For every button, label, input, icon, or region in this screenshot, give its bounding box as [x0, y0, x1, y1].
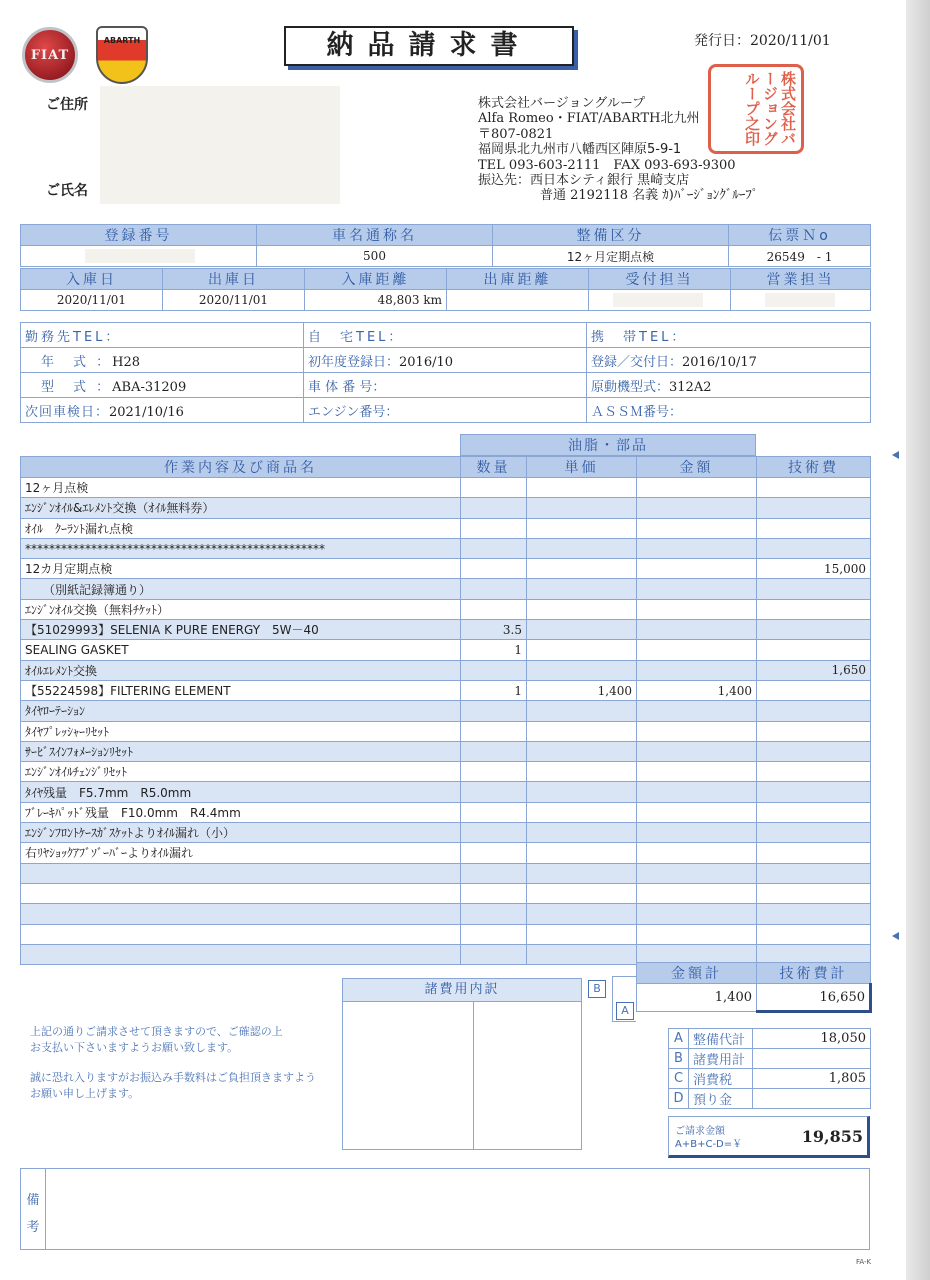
subtotals-table: [636, 962, 872, 1013]
table-row: [21, 620, 871, 640]
item-description: **************************************************: [21, 538, 461, 558]
margin-marker-bottom: [892, 932, 899, 940]
item-labor: [757, 538, 871, 558]
item-labor: [757, 721, 871, 741]
next-inspection-label: 次回車検日：: [25, 404, 110, 420]
item-unit-price: [527, 478, 637, 498]
mobile-tel-cell: [587, 323, 871, 348]
item-unit-price: [527, 518, 637, 538]
home-tel-label: 自 宅TEL：: [308, 329, 405, 345]
company-tel-fax: TEL 093-603-2111 FAX 093-693-9300: [478, 157, 736, 173]
misc-breakdown-box: [342, 978, 582, 1150]
item-labor: [757, 478, 871, 498]
item-qty: [461, 741, 527, 761]
table-row: [21, 802, 871, 822]
item-description: ｵｲﾙ ｸｰﾗﾝﾄ漏れ点検: [21, 518, 461, 538]
reg-no-value: [21, 246, 257, 267]
item-labor: [757, 599, 871, 619]
summary-key: B: [669, 1049, 689, 1069]
item-unit-price: [527, 498, 637, 518]
item-unit-price: [527, 559, 637, 579]
table-row: [21, 640, 871, 660]
abarth-logo: [96, 26, 148, 84]
item-amount: [637, 599, 757, 619]
item-unit-price: [527, 944, 637, 964]
reg-delivery-label: 登録／交付日：: [591, 354, 683, 370]
item-amount: [637, 883, 757, 903]
work-tel-label: 勤務先TEL：: [25, 329, 122, 345]
issue-date-label: 発行日：: [694, 33, 750, 49]
item-qty: 1: [461, 680, 527, 700]
engine-model-label: 原動機型式：: [591, 379, 670, 395]
work-tel-cell: [21, 323, 304, 348]
table-row: [21, 883, 871, 903]
table-row: [21, 498, 871, 518]
item-qty: [461, 883, 527, 903]
h-unit-price: 単価: [527, 457, 637, 478]
first-reg-label: 初年度登録日：: [308, 354, 400, 370]
item-description: [21, 944, 461, 964]
summary-label: 整備代計: [689, 1029, 753, 1049]
item-amount: [637, 660, 757, 680]
table-row: [21, 721, 871, 741]
h-sales: 営業担当: [731, 269, 871, 290]
next-inspection-value: 2021/10/16: [109, 404, 184, 420]
document-title: 納品請求書: [284, 26, 574, 66]
table-row: [21, 599, 871, 619]
summary-row: [669, 1069, 871, 1089]
item-description: [21, 883, 461, 903]
item-qty: [461, 599, 527, 619]
name-redacted: [100, 172, 340, 204]
table-row: [21, 904, 871, 924]
engine-model-cell: [587, 373, 871, 398]
assm-label: ＡＳＳＭ番号：: [591, 404, 683, 420]
table-row: [21, 579, 871, 599]
item-amount: [637, 620, 757, 640]
item-labor: [757, 843, 871, 863]
item-unit-price: [527, 538, 637, 558]
items-body: [21, 478, 871, 965]
item-description: [21, 924, 461, 944]
company-postal: 〒807-0821: [478, 126, 554, 142]
item-unit-price: [527, 843, 637, 863]
item-description: 12ヶ月点検: [21, 478, 461, 498]
item-amount: [637, 538, 757, 558]
item-amount: [637, 762, 757, 782]
issue-date-value: 2020/11/01: [750, 33, 831, 49]
item-qty: [461, 843, 527, 863]
item-labor: [757, 640, 871, 660]
table-row: [21, 680, 871, 700]
item-amount: [637, 579, 757, 599]
b-tag: B: [588, 980, 606, 998]
table-row: [21, 924, 871, 944]
first-reg-value: 2016/10: [399, 354, 454, 370]
item-qty: [461, 782, 527, 802]
out-date-value: 2020/11/01: [163, 290, 305, 311]
item-qty: [461, 944, 527, 964]
summary-row: [669, 1089, 871, 1109]
reception-value: [589, 290, 731, 311]
home-tel-cell: [304, 323, 587, 348]
item-qty: 3.5: [461, 620, 527, 640]
item-labor: 15,000: [757, 559, 871, 579]
slip-no-value: 26549 - 1: [729, 246, 871, 267]
h-in-date: 入庫日: [21, 269, 163, 290]
item-description: ｴﾝｼﾞﾝｵｲﾙ&ｴﾚﾒﾝﾄ交換（ｵｲﾙ無料券）: [21, 498, 461, 518]
item-amount: [637, 823, 757, 843]
item-description: ﾀｲﾔﾌﾟﾚｯｼｬｰﾘｾｯﾄ: [21, 721, 461, 741]
item-unit-price: [527, 579, 637, 599]
customer-info-table: [20, 322, 871, 423]
dates-table: [20, 268, 871, 311]
next-inspection-cell: [21, 398, 304, 423]
totals-bracket: [612, 976, 636, 1022]
item-unit-price: [527, 823, 637, 843]
item-labor: [757, 904, 871, 924]
item-unit-price: [527, 640, 637, 660]
item-labor: [757, 802, 871, 822]
item-qty: [461, 823, 527, 843]
summary-key: A: [669, 1029, 689, 1049]
item-unit-price: [527, 660, 637, 680]
summary-row: [669, 1049, 871, 1069]
item-description: ｴﾝｼﾞﾝｵｲﾙ交換（無料ﾁｹｯﾄ）: [21, 599, 461, 619]
year-cell: [21, 348, 304, 373]
reg-delivery-value: 2016/10/17: [682, 354, 757, 370]
item-amount: [637, 518, 757, 538]
item-description: ｻｰﾋﾞｽｲﾝﾌｫﾒｰｼｮﾝﾘｾｯﾄ: [21, 741, 461, 761]
summary-label: 消費税: [689, 1069, 753, 1089]
misc-breakdown-label: 諸費用内訳: [343, 979, 581, 1002]
note-line-2: お支払い下さいますようお願い致します。: [30, 1041, 239, 1054]
item-description: ﾀｲﾔ残量 F5.7mm R5.0mm: [21, 782, 461, 802]
model-cell: [21, 373, 304, 398]
item-description: ｵｲﾙｴﾚﾒﾝﾄ交換: [21, 660, 461, 680]
item-description: 右ﾘﾔｼｮｯｸｱﾌﾞｿﾞｰﾊﾞｰよりｵｲﾙ漏れ: [21, 843, 461, 863]
misc-breakdown-divider: [473, 1001, 474, 1149]
item-qty: [461, 904, 527, 924]
address-label: ご住所: [46, 97, 88, 113]
in-km-value: 48,803 km: [305, 290, 447, 311]
summary-key: D: [669, 1089, 689, 1109]
chassis-label: 車 体 番 号：: [308, 379, 386, 395]
item-amount: [637, 741, 757, 761]
item-labor: [757, 741, 871, 761]
h-car-name: 車名通称名: [257, 225, 493, 246]
summary-value: [753, 1089, 871, 1109]
item-qty: [461, 721, 527, 741]
item-amount: 1,400: [637, 680, 757, 700]
h-labor-total: 技術費計: [757, 963, 871, 984]
mobile-tel-label: 携 帯TEL：: [591, 329, 688, 345]
table-row: [21, 478, 871, 498]
table-row: [21, 559, 871, 579]
h-reg-no: 登録番号: [21, 225, 257, 246]
item-labor: [757, 863, 871, 883]
item-qty: [461, 924, 527, 944]
summary-row: [669, 1029, 871, 1049]
paper-edge: [906, 0, 930, 1280]
item-amount: [637, 904, 757, 924]
abarth-logo-text: ABARTH: [103, 36, 141, 45]
table-row: [21, 762, 871, 782]
remarks-label-2: 考: [26, 1220, 40, 1235]
item-qty: [461, 559, 527, 579]
item-description: （別紙記録簿通り）: [21, 579, 461, 599]
table-row: [21, 741, 871, 761]
item-amount: [637, 640, 757, 660]
item-qty: [461, 478, 527, 498]
item-unit-price: [527, 620, 637, 640]
company-account: 普通 2192118 名義 ｶ)ﾊﾞｰｼﾞｮﾝｸﾞﾙｰﾌﾟ: [540, 188, 759, 204]
amount-total-value: 1,400: [637, 984, 757, 1012]
item-labor: [757, 518, 871, 538]
item-qty: 1: [461, 640, 527, 660]
item-description: [21, 904, 461, 924]
company-branch: Alfa Romeo・FIAT/ABARTH北九州: [478, 111, 700, 127]
table-row: [21, 823, 871, 843]
item-unit-price: [527, 701, 637, 721]
item-qty: [461, 498, 527, 518]
address-redacted: [100, 86, 340, 182]
table-row: [21, 863, 871, 883]
note-line-3: 誠に恐れ入りますがお振込み手数料はご負担頂きますよう: [30, 1071, 316, 1084]
engine-no-cell: [304, 398, 587, 423]
assm-cell: [587, 398, 871, 423]
table-row: [21, 538, 871, 558]
table-row: [21, 701, 871, 721]
chassis-cell: [304, 373, 587, 398]
company-name: 株式会社バージョングループ: [478, 96, 646, 111]
summary-value: 1,805: [753, 1069, 871, 1089]
item-unit-price: [527, 599, 637, 619]
item-labor: [757, 883, 871, 903]
item-unit-price: [527, 782, 637, 802]
summary-body: [669, 1029, 871, 1109]
out-km-value: [447, 290, 589, 311]
h-out-km: 出庫距離: [447, 269, 589, 290]
first-reg-cell: [304, 348, 587, 373]
h-qty: 数量: [461, 457, 527, 478]
item-amount: [637, 843, 757, 863]
billing-box: [668, 1116, 870, 1158]
item-labor: [757, 579, 871, 599]
h-amount: 金額: [637, 457, 757, 478]
item-qty: [461, 701, 527, 721]
company-address: 福岡県北九州市八幡西区陣原5-9-1: [478, 142, 682, 158]
item-labor: [757, 823, 871, 843]
item-description: [21, 863, 461, 883]
item-labor: 1,650: [757, 660, 871, 680]
summary-label: 諸費用計: [689, 1049, 753, 1069]
table-row: [21, 843, 871, 863]
summary-label: 預り金: [689, 1089, 753, 1109]
item-amount: [637, 559, 757, 579]
h-labor: 技術費: [757, 457, 871, 478]
h-amount-total: 金額計: [637, 963, 757, 984]
h-out-date: 出庫日: [163, 269, 305, 290]
item-labor: [757, 498, 871, 518]
item-qty: [461, 863, 527, 883]
margin-marker-top: [892, 451, 899, 459]
item-amount: [637, 782, 757, 802]
summary-key: C: [669, 1069, 689, 1089]
item-qty: [461, 538, 527, 558]
sales-value: [731, 290, 871, 311]
item-amount: [637, 478, 757, 498]
billing-formula: A+B+C-D=￥: [675, 1139, 743, 1150]
fiat-logo: [22, 27, 78, 83]
name-label: ご氏名: [46, 183, 88, 199]
h-description: 作業内容及び商品名: [21, 457, 461, 478]
item-labor: [757, 680, 871, 700]
item-labor: [757, 701, 871, 721]
item-unit-price: [527, 762, 637, 782]
item-amount: [637, 924, 757, 944]
h-slip-no: 伝票Ｎo: [729, 225, 871, 246]
summary-value: 18,050: [753, 1029, 871, 1049]
item-labor: [757, 924, 871, 944]
item-amount: [637, 498, 757, 518]
in-date-value: 2020/11/01: [21, 290, 163, 311]
h-service-type: 整備区分: [493, 225, 729, 246]
item-unit-price: [527, 863, 637, 883]
item-description: ﾌﾞﾚｰｷﾊﾟｯﾄﾞ残量 F10.0mm R4.4mm: [21, 802, 461, 822]
remarks-label-1: 備: [26, 1193, 40, 1208]
labor-total-value: 16,650: [757, 984, 871, 1012]
item-unit-price: [527, 741, 637, 761]
billing-label: ご請求金額: [675, 1126, 725, 1137]
item-amount: [637, 701, 757, 721]
item-qty: [461, 660, 527, 680]
item-qty: [461, 802, 527, 822]
company-bank: 振込先：西日本シティ銀行 黒崎支店: [478, 173, 690, 189]
item-amount: [637, 863, 757, 883]
item-amount: [637, 721, 757, 741]
engine-model-value: 312A2: [669, 379, 712, 395]
engine-no-label: エンジン番号：: [308, 404, 399, 420]
item-unit-price: 1,400: [527, 680, 637, 700]
item-description: ﾀｲﾔﾛｰﾃｰｼｮﾝ: [21, 701, 461, 721]
summary-table: [668, 1028, 871, 1109]
item-description: ｴﾝｼﾞﾝｵｲﾙﾁｪﾝｼﾞﾘｾｯﾄ: [21, 762, 461, 782]
h-in-km: 入庫距離: [305, 269, 447, 290]
item-labor: [757, 620, 871, 640]
table-row: [21, 518, 871, 538]
item-qty: [461, 518, 527, 538]
table-row: [21, 660, 871, 680]
item-unit-price: [527, 904, 637, 924]
parts-group-header: 油脂・部品: [460, 434, 756, 456]
item-description: ｴﾝｼﾞﾝﾌﾛﾝﾄｹｰｽｶﾞｽｹｯﾄよりｵｲﾙ漏れ（小）: [21, 823, 461, 843]
item-description: 【55224598】FILTERING ELEMENT: [21, 680, 461, 700]
model-label: 型 式 ：: [41, 379, 113, 395]
remarks-box: [20, 1168, 870, 1250]
item-labor: [757, 782, 871, 802]
vehicle-table: [20, 224, 871, 267]
item-unit-price: [527, 924, 637, 944]
note-line-1: 上記の通りご請求させて頂きますので、ご確認の上: [30, 1025, 283, 1038]
item-unit-price: [527, 721, 637, 741]
fiat-logo-text: FIAT: [30, 47, 70, 63]
year-value: H28: [112, 354, 141, 370]
service-type-value: 12ヶ月定期点検: [493, 246, 729, 267]
billing-total: 19,855: [801, 1127, 863, 1146]
item-labor: [757, 762, 871, 782]
summary-value: [753, 1049, 871, 1069]
a-tag: A: [616, 1002, 634, 1020]
reg-delivery-cell: [587, 348, 871, 373]
company-seal: 株式会社バージョングループ之印: [708, 64, 804, 154]
payment-note: [30, 1024, 316, 1102]
item-amount: [637, 802, 757, 822]
items-table: [20, 456, 871, 965]
h-reception: 受付担当: [589, 269, 731, 290]
form-code: FA-K: [856, 1258, 872, 1266]
issue-date: [694, 30, 831, 50]
item-qty: [461, 762, 527, 782]
table-row: [21, 782, 871, 802]
item-unit-price: [527, 802, 637, 822]
remarks-label-col: [21, 1169, 46, 1249]
item-description: SEALING GASKET: [21, 640, 461, 660]
item-description: 12カ月定期点検: [21, 559, 461, 579]
note-line-4: お願い申し上げます。: [30, 1087, 140, 1100]
item-unit-price: [527, 883, 637, 903]
item-description: 【51029993】SELENIA K PURE ENERGY 5W－40: [21, 620, 461, 640]
item-qty: [461, 579, 527, 599]
year-label: 年 式 ：: [41, 354, 113, 370]
model-value: ABA-31209: [112, 379, 187, 395]
car-name-value: 500: [257, 246, 493, 267]
